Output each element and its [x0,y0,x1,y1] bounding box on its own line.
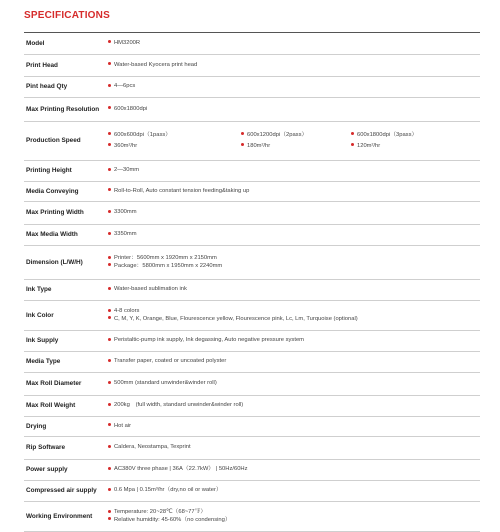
speed-cell [108,132,241,139]
bullet-icon [108,256,111,259]
bullet-icon [108,309,111,312]
bullet-icon [108,232,111,235]
spec-label: Ink Type [26,286,52,294]
value-line [108,231,480,238]
bullet-icon [108,316,111,319]
value-line [108,188,480,195]
bullet-icon [241,132,244,135]
spec-value [108,402,480,409]
spec-value [108,188,480,195]
value-line [108,444,480,451]
spec-row [24,202,480,225]
bullet-icon [108,132,111,135]
value-text: Relative humidity: 45-60%（no condensing） [114,516,231,523]
spec-row [24,55,480,77]
bullet-icon [108,188,111,191]
value-text: 4-8 colors [114,308,140,315]
value-text: 3350mm [114,231,137,238]
value-text: 3300mm [114,209,137,216]
spec-row [24,396,480,417]
value-line [108,402,480,409]
value-line [108,62,480,69]
spec-value [108,358,480,365]
spec-label: Rip Software [26,444,66,452]
speed-cell [241,132,351,139]
spec-label: Media Type [26,358,61,366]
speed-grid [108,132,480,150]
bullet-icon [108,84,111,87]
bullet-icon [108,287,111,290]
bullet-icon [108,445,111,448]
spec-label: Max Printing Width [26,209,84,217]
spec-row [24,352,480,373]
spec-row [24,481,480,502]
value-line [108,308,480,315]
value-line [108,487,480,494]
value-line [108,337,480,344]
value-text: C, M, Y, K, Orange, Blue, Flourescence yellow, Flourescence pink, Lc, Lm, Turquoise (optional) [114,315,358,322]
spec-value [108,106,480,113]
value-text: Temperature: 20~28℃（68~77℉） [114,509,207,516]
value-line [108,40,480,47]
spec-row [24,246,480,280]
value-text: Peristaltic-pump ink supply, Ink degassing, Auto negative pressure system [114,337,304,344]
spec-row [24,225,480,246]
spec-value [108,308,480,322]
bullet-icon [108,517,111,520]
spec-row [24,437,480,460]
speed-text: 600x1800dpi（3pass） [357,131,418,138]
spec-label: Ink Supply [26,337,59,345]
spec-row [24,33,480,55]
spec-row [24,417,480,437]
value-text: AC380V three phase | 36A（22.7kW） | 50Hz/60Hz [114,466,248,473]
value-line [108,380,480,387]
speed-text: 600x600dpi（1pass） [114,131,172,138]
value-line [108,255,480,262]
spec-label: Printing Height [26,167,72,175]
spec-value [108,444,480,451]
spec-value [108,509,480,523]
spec-value [108,83,480,90]
bullet-icon [108,510,111,513]
spec-row [24,301,480,331]
bullet-icon [108,403,111,406]
bullet-icon [108,143,111,146]
spec-row [24,77,480,98]
value-line [108,517,480,524]
spec-label: Pint head Qty [26,83,68,91]
value-text: 0.6 Mpa | 0.15m³/hr（dry,no oil or water） [114,487,222,494]
spec-label: Media Conveying [26,187,79,195]
value-line [108,466,480,473]
value-line [108,509,480,516]
value-line [108,286,480,293]
bullet-icon [108,263,111,266]
spec-value [108,209,480,216]
page-title: SPECIFICATIONS [24,10,110,21]
value-text: Roll-to-Roll, Auto constant tension feeding&taking up [114,187,250,194]
spec-value [108,62,480,69]
bullet-icon [108,381,111,384]
value-line [108,263,480,270]
value-line [108,106,480,113]
spec-value [108,255,480,269]
bullet-icon [241,143,244,146]
spec-row [24,460,480,481]
bullet-icon [108,423,111,426]
spec-value [108,423,480,430]
spec-label: Max Roll Weight [26,402,76,410]
value-text: 500mm (standard unwinder&winder roll) [114,380,217,387]
speed-cell [351,143,461,150]
spec-label: Drying [26,422,47,430]
spec-label: Working Environment [26,512,93,520]
spec-value [108,231,480,238]
bullet-icon [108,62,111,65]
value-text: 2—30mm [114,167,140,174]
value-text: HM3200R [114,39,141,46]
bullet-icon [108,210,111,213]
spec-row [24,98,480,122]
spec-value [108,466,480,473]
bullet-icon [351,132,354,135]
value-line [108,167,480,174]
value-text: 4—6pcs [114,83,136,90]
speed-text: 180m²/hr [247,143,271,149]
spec-label: Compressed air supply [26,487,97,495]
bullet-icon [108,40,111,43]
spec-table [24,32,480,532]
spec-row [24,331,480,352]
value-text: Water-based sublimation ink [114,286,187,293]
spec-label: Max Printing Resolution [26,105,100,113]
spec-value [108,167,480,174]
spec-row [24,502,480,532]
bullet-icon [108,106,111,109]
value-text: 600x1800dpi [114,105,148,112]
value-line [108,83,480,90]
spec-value [108,40,480,47]
value-line [108,209,480,216]
spec-row [24,280,480,301]
spec-value [108,380,480,387]
bullet-icon [108,488,111,491]
value-text: Hot air [114,422,132,429]
speed-cell [108,143,241,150]
speed-text: 600x1200dpi（2pass） [247,131,308,138]
value-text: Package：5800mm x 1950mm x 2240mm [114,262,223,269]
bullet-icon [108,338,111,341]
spec-row [24,161,480,182]
value-line [108,316,480,323]
value-line [108,358,480,365]
spec-label: Ink Color [26,311,54,319]
spec-label: Power supply [26,466,68,474]
value-text: 200kg (full width, standard unwinder&winder roll) [114,402,244,409]
spec-label: Max Media Width [26,231,78,239]
spec-label: Production Speed [26,137,81,145]
speed-cell [351,132,461,139]
spec-row [24,122,480,161]
speed-text: 360m²/hr [114,143,138,149]
bullet-icon [108,467,111,470]
spec-label: Dimension (L/W/H) [26,258,83,266]
bullet-icon [108,168,111,171]
spec-label: Model [26,39,45,47]
speed-cell [241,143,351,150]
spec-label: Print Head [26,61,58,69]
value-text: Water-based Kyocera print head [114,61,198,68]
spec-row [24,373,480,396]
spec-value [108,286,480,293]
spec-value [108,487,480,494]
bullet-icon [108,359,111,362]
spec-row [24,182,480,202]
bullet-icon [351,143,354,146]
value-text: Printer：5600mm x 1920mm x 2150mm [114,255,217,262]
spec-value [108,132,480,150]
spec-label: Max Roll Diameter [26,380,82,388]
value-text: Caldera, Neostampa, Texprint [114,444,191,451]
speed-text: 120m²/hr [357,143,381,149]
value-line [108,423,480,430]
value-text: Transfer paper, coated or uncoated polyster [114,358,227,365]
spec-value [108,337,480,344]
